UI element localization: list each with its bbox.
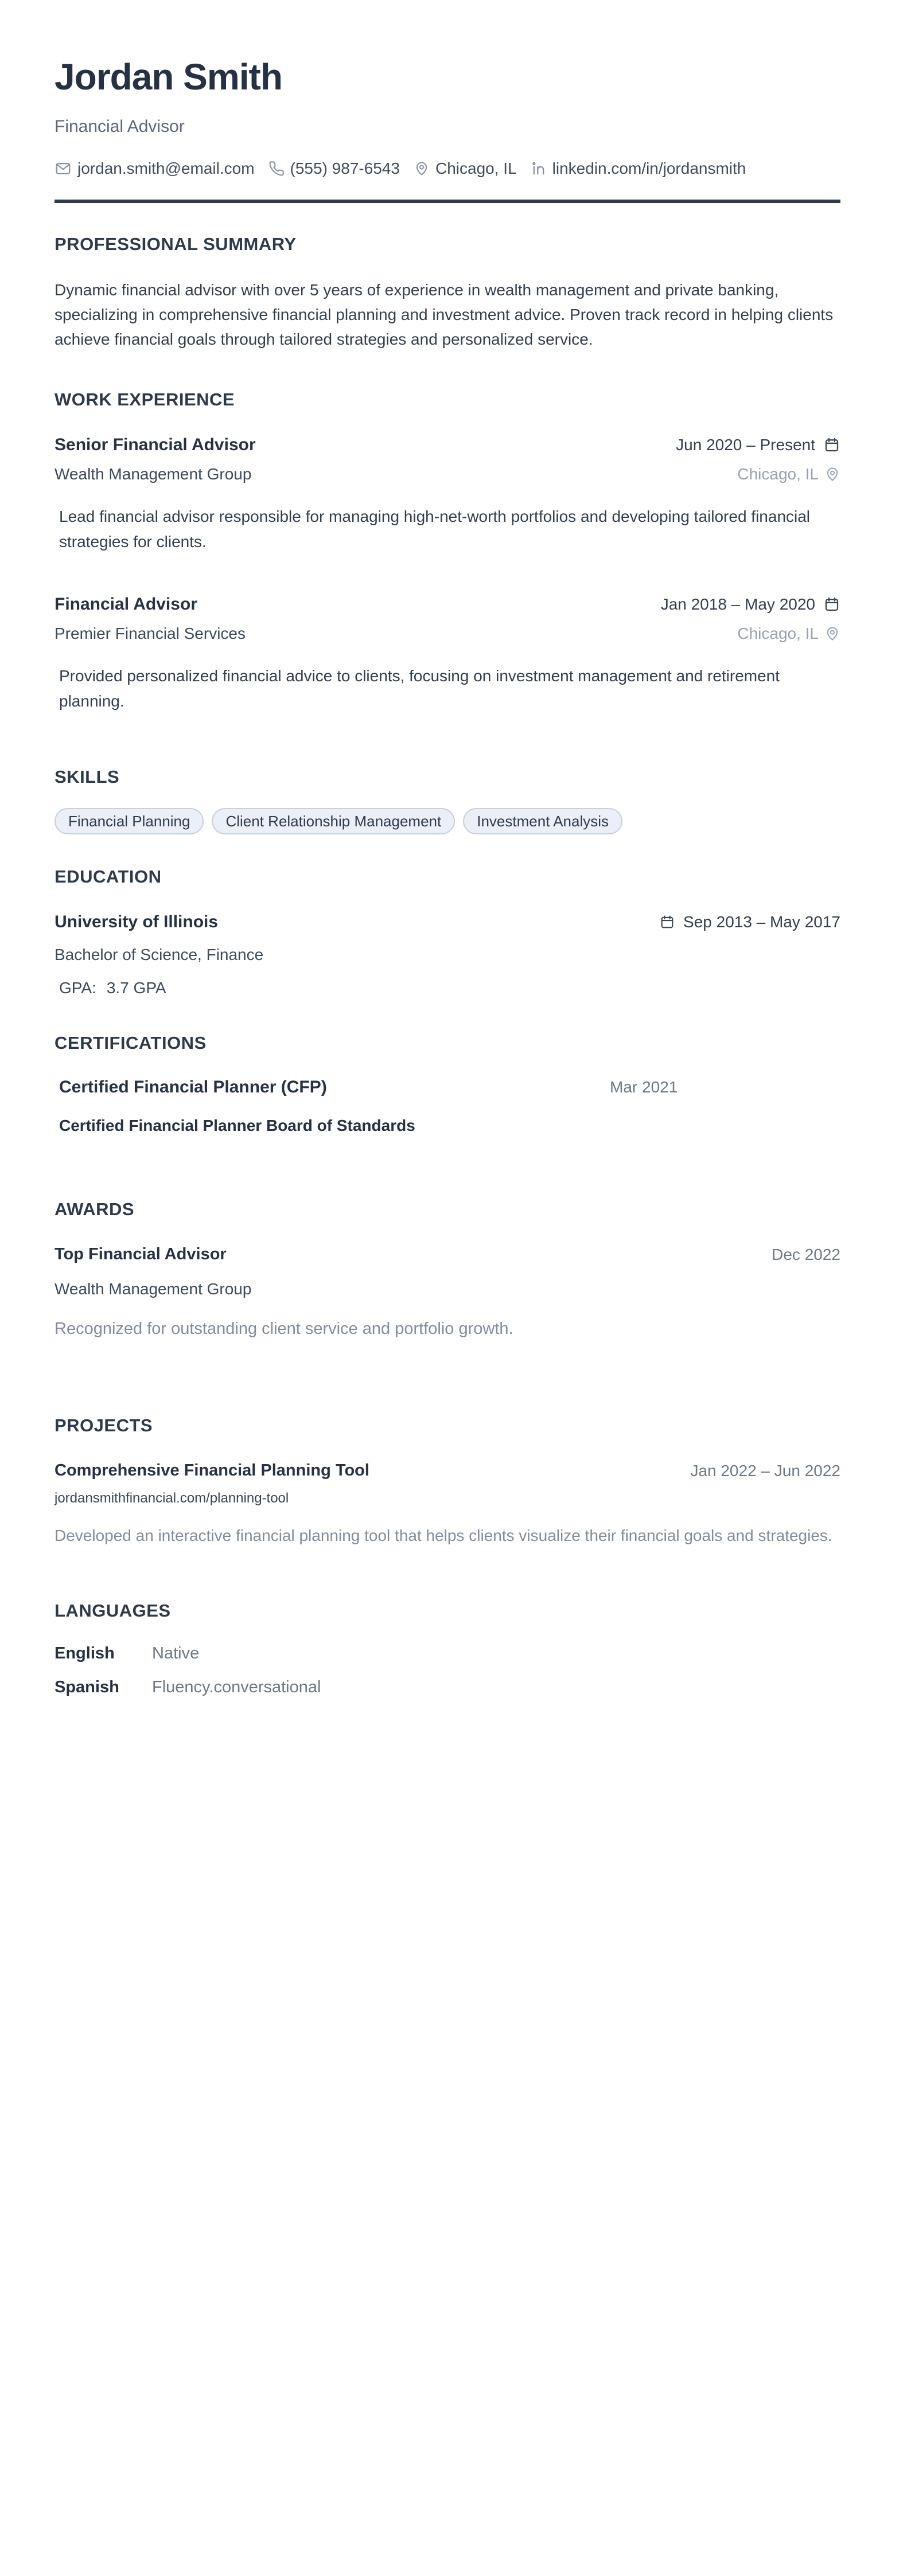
job-dates [661, 595, 840, 614]
mail-icon [54, 160, 72, 177]
languages-list [54, 1644, 840, 1697]
award-description: Recognized for outstanding client service and portfolio growth. [54, 1320, 513, 1338]
section-heading-education: EDUCATION [54, 867, 162, 887]
job-company-row [54, 625, 840, 643]
location-pin-icon [824, 466, 840, 482]
project-description: Developed an interactive financial planning tool that helps clients visualize their financial goals and strategies. [54, 1527, 832, 1544]
education-dates [659, 913, 840, 931]
resume-content [54, 0, 840, 1697]
contact-linkedin [531, 159, 746, 178]
skill-pill: Financial Planning [54, 808, 204, 834]
skills-list [54, 808, 840, 834]
summary-text: Dynamic financial advisor with over 5 years of experience in wealth management and private banking, specializing in comprehensive financial planning and investment advice. Proven track record in helping clients achieve financial goals through tailored strategies and personalized service. [54, 281, 834, 348]
language-name: English [54, 1644, 115, 1662]
gpa-label: GPA: [59, 979, 96, 997]
project-url: jordansmithfinancial.com/planning-tool [54, 1490, 289, 1506]
job-title-row [54, 595, 840, 614]
contact-phone-text: (555) 987-6543 [290, 159, 400, 177]
certification-date: Mar 2021 [610, 1078, 678, 1096]
language-row [54, 1678, 840, 1697]
job-company: Wealth Management Group [54, 465, 252, 483]
skill-pill: Client Relationship Management [212, 808, 455, 834]
certification-name: Certified Financial Planner (CFP) [59, 1078, 327, 1096]
person-name: Jordan Smith [54, 56, 282, 97]
project-entry [54, 1461, 840, 1548]
education-dates-text: Sep 2013 – May 2017 [683, 913, 840, 931]
job-location [737, 625, 840, 643]
education-school: University of Illinois [54, 912, 219, 931]
calendar-icon [823, 436, 840, 454]
phone-icon [268, 161, 285, 177]
job-location-text: Chicago, IL [737, 465, 819, 483]
award-title-row [54, 1245, 840, 1264]
award-entry [54, 1245, 840, 1341]
job-title: Financial Advisor [54, 595, 197, 614]
contact-row [54, 159, 840, 178]
section-heading-awards: AWARDS [54, 1199, 135, 1219]
calendar-icon [823, 596, 840, 613]
contact-location [414, 159, 517, 178]
contact-location-text: Chicago, IL [435, 159, 517, 177]
section-heading-summary: PROFESSIONAL SUMMARY [54, 234, 297, 254]
education-gpa-row [54, 979, 840, 997]
education-degree: Bachelor of Science, Finance [54, 946, 264, 963]
job-dates [676, 436, 840, 454]
job-description: Lead financial advisor responsible for managing high-net-worth portfolios and developing tailored financial strategies for clients. [59, 508, 811, 551]
location-pin-icon [414, 161, 430, 177]
person-job-title: Financial Advisor [54, 117, 185, 136]
job-entry [54, 595, 840, 714]
project-dates: Jan 2022 – Jun 2022 [690, 1461, 840, 1480]
section-heading-languages: LANGUAGES [54, 1601, 171, 1621]
contact-email-text: jordan.smith@email.com [77, 159, 255, 177]
job-location [737, 465, 840, 483]
section-heading-projects: PROJECTS [54, 1415, 153, 1435]
award-date: Dec 2022 [772, 1245, 840, 1263]
job-entry [54, 435, 840, 555]
contact-linkedin-text: linkedin.com/in/jordansmith [552, 159, 746, 177]
language-name: Spanish [54, 1678, 119, 1696]
gpa-value: 3.7 GPA [106, 979, 166, 997]
job-company: Premier Financial Services [54, 625, 246, 642]
certification-title-row [59, 1078, 840, 1097]
project-name: Comprehensive Financial Planning Tool [54, 1461, 369, 1480]
job-title: Senior Financial Advisor [54, 435, 256, 454]
job-description: Provided personalized financial advice to clients, focusing on investment management and retirement planning. [59, 667, 780, 710]
header-divider [54, 200, 840, 203]
job-location-text: Chicago, IL [737, 625, 819, 642]
language-row [54, 1644, 840, 1663]
linkedin-icon [531, 161, 547, 177]
language-level: Native [152, 1644, 200, 1662]
location-pin-icon [824, 626, 840, 642]
skill-pill: Investment Analysis [463, 808, 622, 834]
job-dates-text: Jan 2018 – May 2020 [660, 595, 815, 613]
certification-issuer: Certified Financial Planner Board of Standards [59, 1117, 415, 1134]
contact-phone [268, 159, 400, 178]
language-level: Fluency.conversational [152, 1678, 321, 1696]
contact-email [54, 159, 255, 178]
calendar-icon [659, 914, 675, 930]
job-dates-text: Jun 2020 – Present [676, 436, 815, 454]
certification-entry [54, 1078, 840, 1135]
section-heading-experience: WORK EXPERIENCE [54, 389, 235, 409]
job-company-row [54, 465, 840, 483]
section-heading-skills: SKILLS [54, 767, 120, 787]
award-name: Top Financial Advisor [54, 1245, 227, 1263]
education-entry-row [54, 912, 840, 932]
award-organization: Wealth Management Group [54, 1280, 252, 1298]
project-title-row [54, 1461, 840, 1480]
job-title-row [54, 435, 840, 455]
section-heading-certifications: CERTIFICATIONS [54, 1033, 207, 1053]
